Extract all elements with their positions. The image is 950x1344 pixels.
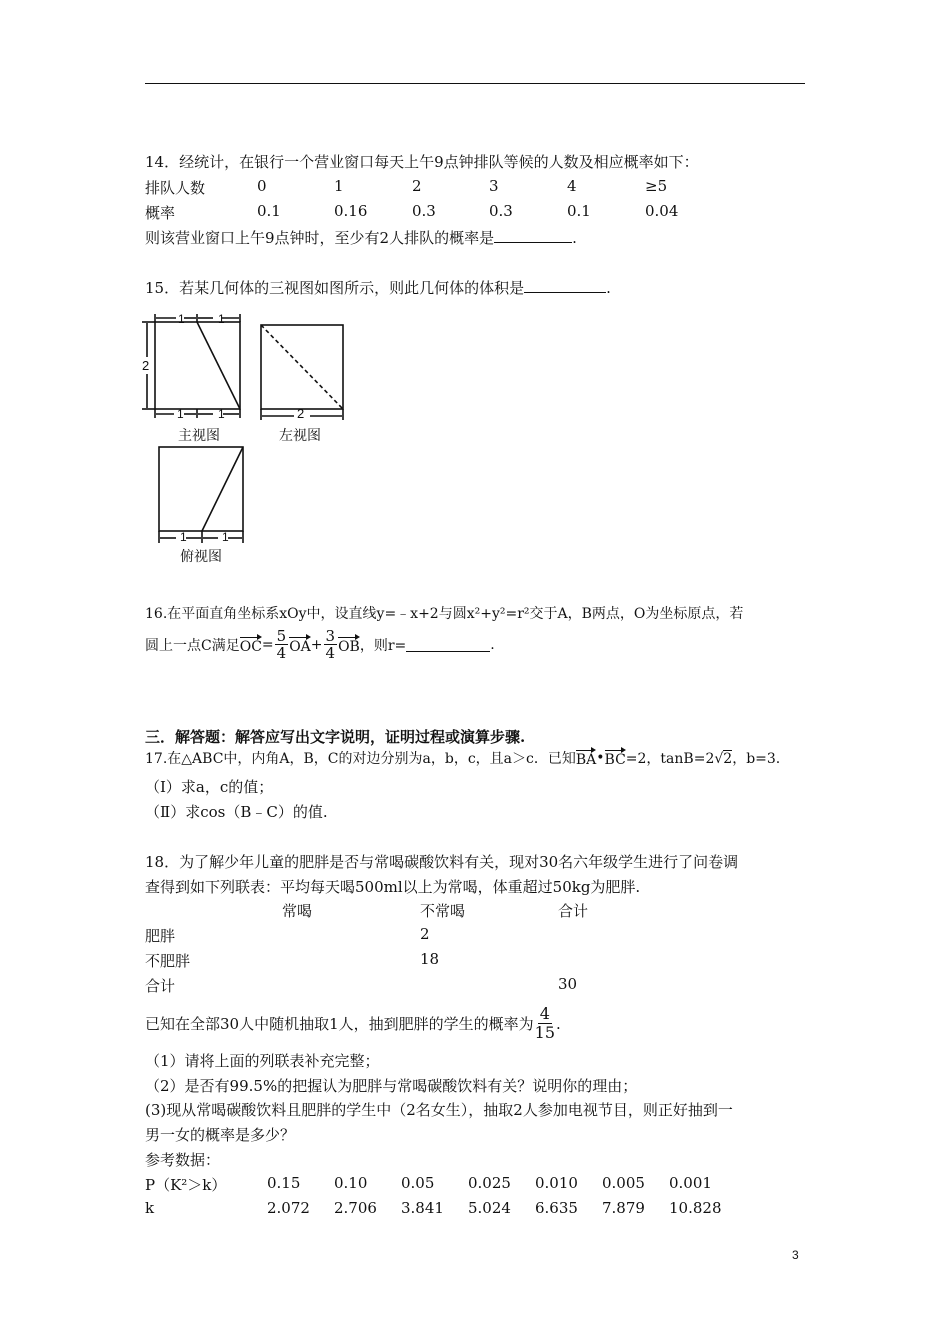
dim-label: 2: [142, 358, 150, 373]
q14-row1-cell: 4: [567, 177, 577, 195]
q18-prob-end: .: [556, 1014, 561, 1033]
q17-part1: （Ⅰ）求a，c的值；: [145, 778, 274, 796]
q18-part2: （2）是否有99.5%的把握认为肥胖与常喝碳酸饮料有关？说明你的理由；: [145, 1077, 638, 1095]
header-rule: [145, 83, 805, 84]
q14-end: .: [572, 229, 577, 247]
q14-question-text: 则该营业窗口上午9点钟时，至少有2人排队的概率是: [145, 229, 495, 247]
fraction: [275, 628, 289, 661]
vector-oa: OA: [289, 635, 311, 655]
ref-cell: 2.706: [334, 1199, 377, 1217]
ref-row2-label: k: [145, 1199, 155, 1217]
q18-line2: 查得到如下列联表：平均每天喝500ml以上为常喝，体重超过50kg为肥胖.: [145, 878, 641, 896]
table-cell: 30: [558, 975, 578, 993]
q15-question-text: 15．若某几何体的三视图如图所示，则此几何体的体积是: [145, 279, 525, 297]
q16-line1: 16.在平面直角坐标系xOy中，设直线y=﹣x+2与圆x²+y²=r²交于A，B两点，O为坐标原点，若: [145, 606, 744, 622]
q17-line1-pre: 17.在△ABC中，内角A，B，C的对边分别为a，b，c，且a＞c．已知: [145, 751, 576, 767]
q14-row2-cell: 0.04: [645, 202, 679, 220]
vector-bc: BC: [605, 748, 626, 768]
page-number: 3: [792, 1248, 799, 1262]
ref-cell: 0.15: [267, 1174, 301, 1192]
sqrt-symbol: √ 2: [714, 750, 733, 767]
table-cell: 18: [420, 950, 440, 968]
frac-num: 4: [539, 1004, 550, 1023]
q14-row2-cell: 0.1: [257, 202, 281, 220]
q16-line2: [145, 628, 495, 661]
dim-label: 1: [178, 312, 185, 326]
q14-row1-cell: 1: [334, 177, 344, 195]
ref-cell: 7.879: [602, 1199, 645, 1217]
q14-row1-cell: 3: [489, 177, 499, 195]
q16-plus: +: [310, 636, 323, 653]
ref-cell: 0.010: [535, 1174, 578, 1192]
dim-label: 1: [218, 312, 225, 326]
dim-label: 1: [222, 530, 229, 544]
q17-line1: [145, 748, 780, 768]
ref-cell: 0.001: [669, 1174, 712, 1192]
q14-row1-cell: 2: [412, 177, 422, 195]
q14-row2-cell: 0.3: [412, 202, 436, 220]
frac-den: 4: [325, 644, 336, 662]
q14-row1-cell: ≥5: [645, 177, 668, 195]
ref-cell: 0.10: [334, 1174, 368, 1192]
dim-label: 1: [177, 407, 184, 421]
answer-blank[interactable]: [494, 228, 572, 243]
dim-label: 1: [180, 530, 187, 544]
q14-question: [145, 227, 577, 248]
q18-part3b: 男一女的概率是多少？: [145, 1126, 296, 1144]
q17-part2: （Ⅱ）求cos（B﹣C）的值.: [145, 803, 328, 821]
left-view-label: 左视图: [279, 428, 321, 444]
q16-line2-post: ，则r=: [359, 637, 407, 654]
vector-oc: OC: [240, 635, 262, 655]
dim-label: 2: [297, 406, 305, 421]
row-label: 合计: [145, 977, 176, 995]
frac-num: 3: [325, 627, 336, 645]
vector-ob: OB: [338, 635, 360, 655]
sqrt-value: 2: [723, 750, 733, 767]
q16-eq: =: [261, 636, 274, 653]
frac-num: 5: [276, 627, 287, 645]
ref-cell: 2.072: [267, 1199, 310, 1217]
q15-text: [145, 277, 611, 298]
ref-cell: 0.025: [468, 1174, 511, 1192]
front-view-label: 主视图: [178, 428, 220, 444]
section-title: 三．解答题：解答应写出文字说明，证明过程或演算步骤.: [145, 728, 526, 746]
q17-line1-post: =2，tanB=2: [625, 751, 715, 767]
q18-part1: （1）请将上面的列联表补充完整；: [145, 1052, 380, 1070]
q14-row2-label: 概率: [145, 204, 176, 222]
q17-line1-end: ，b=3.: [732, 751, 781, 767]
ref-row1-label: P（K²＞k）: [145, 1176, 227, 1194]
row-label: 不肥胖: [145, 952, 191, 970]
q14-row2-cell: 0.1: [567, 202, 591, 220]
ref-cell: 10.828: [669, 1199, 722, 1217]
ref-title: 参考数据：: [145, 1151, 221, 1169]
q14-row1-cell: 0: [257, 177, 267, 195]
q18-part3a: (3)现从常喝碳酸饮料且肥胖的学生中（2名女生），抽取2人参加电视节目，则正好抽到一: [145, 1101, 733, 1119]
row-label: 肥胖: [145, 927, 176, 945]
ref-cell: 0.05: [401, 1174, 435, 1192]
answer-blank[interactable]: [406, 637, 490, 652]
table-cell: 2: [420, 925, 430, 943]
q18-prob-line: [145, 1005, 561, 1042]
q16-end: .: [490, 636, 495, 653]
vector-ba: BA: [576, 748, 596, 768]
fraction: [535, 1005, 555, 1042]
q18-line1: 18．为了解少年儿童的肥胖是否与常喝碳酸饮料有关，现对30名六年级学生进行了问卷调: [145, 853, 739, 871]
top-view-figure: [152, 440, 252, 550]
answer-blank[interactable]: [524, 278, 606, 293]
dim-label: 1: [218, 407, 225, 421]
q14-intro: 14．经统计，在银行一个营业窗口每天上午9点钟排队等候的人数及相应概率如下：: [145, 153, 699, 171]
q16-line2-pre: 圆上一点C满足: [145, 637, 240, 654]
table-header: 合计: [558, 902, 589, 920]
ref-cell: 6.635: [535, 1199, 578, 1217]
ref-cell: 5.024: [468, 1199, 511, 1217]
frac-den: 15: [534, 1023, 555, 1042]
fraction: [324, 628, 338, 661]
q15-end: .: [606, 279, 611, 297]
q14-row1-label: 排队人数: [145, 179, 206, 197]
q14-row2-cell: 0.16: [334, 202, 368, 220]
dot-operator: •: [596, 750, 605, 766]
table-header: 不常喝: [420, 902, 466, 920]
ref-cell: 3.841: [401, 1199, 444, 1217]
top-view-label: 俯视图: [180, 549, 222, 565]
table-header: 常喝: [282, 902, 313, 920]
frac-den: 4: [276, 644, 287, 662]
q14-row2-cell: 0.3: [489, 202, 513, 220]
ref-cell: 0.005: [602, 1174, 645, 1192]
q18-prob-pre: 已知在全部30人中随机抽取1人，抽到肥胖的学生的概率为: [145, 1015, 534, 1033]
